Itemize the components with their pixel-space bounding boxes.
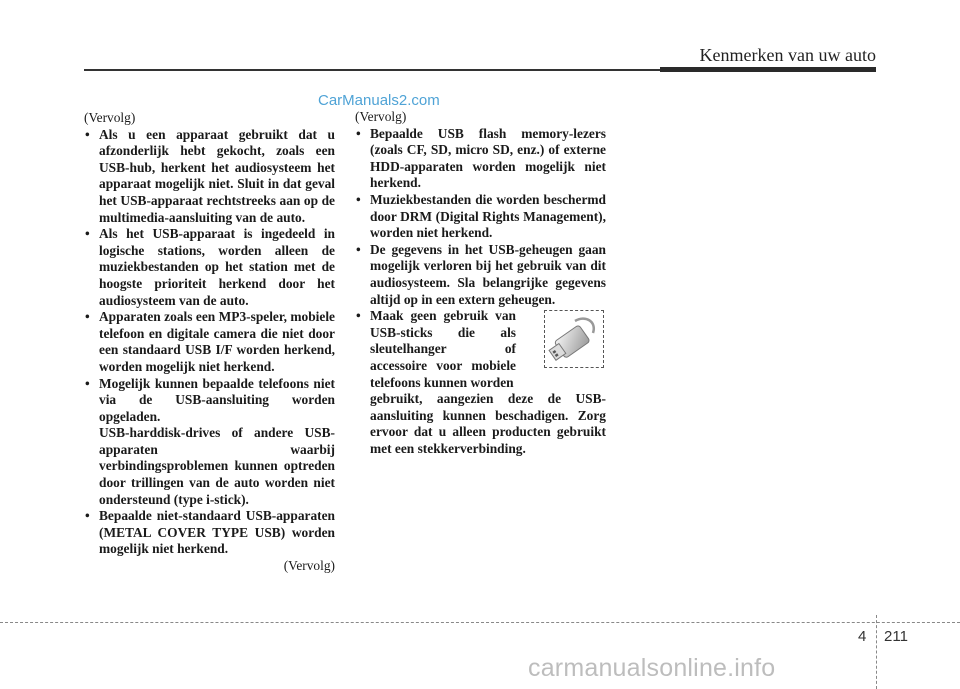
list-item: • De gegevens in het USB-geheugen gaan mogelijk verloren bij het gebruik van dit audiosysteem. Sla belangrijke gegevens altijd op in een extern geheugen.: [355, 242, 606, 308]
list-item: • Bepaalde USB flash memory-lezers (zoals CF, SD, micro SD, enz.) of externe HDD-apparaten worden mogelijk niet herkend.: [355, 126, 606, 192]
footer-rule: [0, 622, 960, 623]
usb-warning-text-continued: gebruikt, aangezien deze de USB-aansluiting kunnen beschadigen. Zorg ervoor dat u alleen producten gebruikt met een stekkerverbinding.: [370, 391, 606, 456]
header-rule: [84, 69, 664, 71]
header-rule-accent: [660, 67, 876, 72]
continued-label: (Vervolg): [355, 109, 407, 124]
list-item-note: USB-harddisk-drives of andere USB-apparaten waarbij verbindingsproblemen kunnen optreden door trillingen van de auto worden niet ondersteund (type i-stick).: [99, 425, 335, 507]
usb-warning-text: • Maak geen gebruik van USB-sticks die als sleutelhanger of accessoire voor mobiele telefoons kunnen worden: [370, 308, 516, 390]
list-item: • Als u een apparaat gebruikt dat u afzonderlijk hebt gekocht, zoals een USB-hub, herkent het audiosysteem het apparaat mogelijk niet. Sluit in dat geval het USB-apparaat rechtstreeks aan op de multimedia-aansluiting van de auto.: [84, 127, 335, 227]
chapter-number: 4: [858, 628, 867, 645]
usb-stick-illustration: [544, 310, 604, 368]
list-item: • Muziekbestanden die worden beschermd door DRM (Digital Rights Management), worden niet herkend.: [355, 192, 606, 242]
list-item: • Bepaalde niet-standaard USB-apparaten (METAL COVER TYPE USB) worden mogelijk niet herkend.: [84, 508, 335, 558]
watermark-footer: carmanualsonline.info: [528, 654, 776, 682]
list-item: • Mogelijk kunnen bepaalde telefoons niet via de USB-aansluiting worden opgeladen.: [84, 376, 335, 426]
section-title: Kenmerken van uw auto: [699, 45, 876, 65]
continued-label: (Vervolg): [84, 110, 136, 125]
left-column: [84, 110, 335, 575]
footer-divider: [876, 615, 877, 689]
right-column: [355, 109, 606, 457]
page-number: 211: [884, 628, 908, 645]
continued-label: (Vervolg): [283, 558, 335, 574]
list-item: • Als het USB-apparaat is ingedeeld in logische stations, worden alleen de muziekbestanden op het station met de hoogste prioriteit herkend door het audiosysteem van de auto.: [84, 226, 335, 309]
usb-stick-icon: [545, 311, 603, 367]
list-item: • Apparaten zoals een MP3-speler, mobiele telefoon en digitale camera die niet door een standaard USB I/F worden herkend, worden mogelijk niet herkend.: [84, 309, 335, 375]
watermark-link[interactable]: CarManuals2.com: [318, 92, 440, 109]
